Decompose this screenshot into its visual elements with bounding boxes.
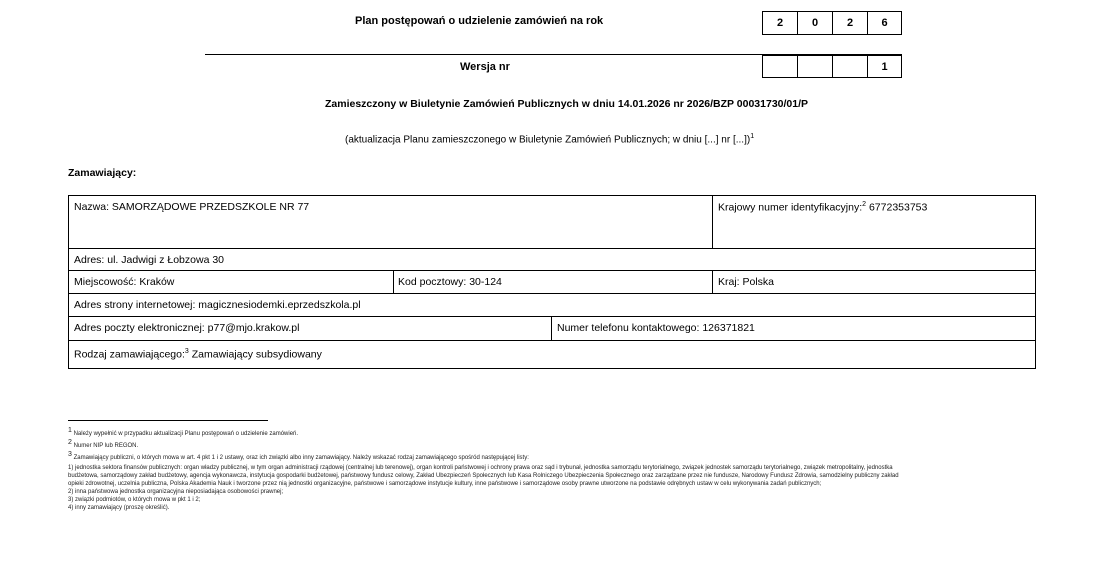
footnote: $^1$ Należy wypełnić w przypadku aktualizacji Planu postępowań o udzielenie zamówień. (68, 427, 299, 437)
row-contact (68, 316, 1036, 341)
id-field: Krajowy numer identyfikacyjny:$^2$ 6772353753 (718, 201, 928, 214)
row-type (68, 340, 1036, 369)
version-digit (832, 55, 868, 78)
footnote: $^3$ Zamawiający publiczni, o których mowa w art. 4 pkt 1 i 2 ustawy, oraz ich związki albo inny zamawiający. Należy wskazać rodzaj zamawiającego spośród następującej listy: (68, 451, 529, 461)
year-digit: 0 (797, 11, 833, 35)
update-note: (aktualizacja Planu zamieszczonego w Biuletynie Zamówień Publicznych; w dniu [...] nr [...])$^1$ (345, 133, 755, 146)
postal-field: Kod pocztowy: 30-124 (398, 276, 502, 288)
plan-title: Plan postępowań o udzielenie zamówień na rok (355, 15, 604, 27)
city-field: Miejscowość: Kraków (74, 276, 175, 288)
version-digit (797, 55, 833, 78)
list-item: 3) związki podmiotów, o których mowa w pkt 1 i 2; (68, 497, 201, 503)
list-item: 4) inny zamawiający (proszę określić). (68, 505, 170, 511)
address-field: Adres: ul. Jadwigi z Łobzowa 30 (74, 254, 224, 266)
year-digit: 2 (762, 11, 798, 35)
list-item: 2) inna państwowa jednostka organizacyjna nieposiadająca osobowości prawnej; (68, 489, 284, 495)
footnote-divider (68, 420, 268, 421)
list-item: opieki zdrowotnej, uczelnia publiczna, Polska Akademia Nauk i tworzone przez nią jednostki organizacyjne, państwowe i samorządowe instytucje kultury, inne państwowe i samorządowe osoby prawne utworzone na podstawie odrębnych ustaw w celu wykonywania zadań publicznych; (68, 481, 822, 487)
version-digit: 1 (867, 55, 902, 78)
version-digit (762, 55, 798, 78)
version-label: Wersja nr (460, 61, 510, 73)
row-website (68, 293, 1036, 317)
row-name (68, 195, 1036, 249)
phone-field: Numer telefonu kontaktowego: 126371821 (557, 322, 755, 334)
footnote: $^2$ Numer NIP lub REGON. (68, 439, 139, 449)
year-digit: 6 (867, 11, 902, 35)
website-field: Adres strony internetowej: magicznesiodemki.eprzedszkola.pl (74, 299, 361, 311)
email-field: Adres poczty elektronicznej: p77@mjo.krakow.pl (74, 322, 300, 334)
row-address (68, 248, 1036, 271)
type-field: Rodzaj zamawiającego:$^3$ Zamawiający subsydiowany (74, 348, 322, 361)
list-item: 1) jednostka sektora finansów publicznych: organ władzy publicznej, w tym organ administracji rządowej (centralnej lub terenowej), organ kontroli państwowej i ochrony prawa oraz sąd i trybunał, jednostka samorządu terytorialnego, związek jednostek samorządu terytorialnego, związek metropolitalny, jednostka (68, 465, 893, 471)
country-field: Kraj: Polska (718, 276, 775, 288)
name-field: Nazwa: SAMORZĄDOWE PRZEDSZKOLE NR 77 (74, 201, 310, 213)
list-item: budżetowa, samorządowy zakład budżetowy, agencja wykonawcza, instytucja gospodarki budżetowej, państwowy fundusz celowy, Zakład Ubezpieczeń Społecznych lub Kasa Rolniczego Ubezpieczenia Społecznego oraz zarządzane przez nie fundusze, Narodowy Fundusz Zdrowia, samodzielny publiczny zakład (68, 473, 899, 479)
year-digit: 2 (832, 11, 868, 35)
row-city (68, 270, 1036, 294)
section-label: Zamawiający: (68, 167, 137, 179)
published-info: Zamieszczony w Biuletynie Zamówień Publicznych w dniu 14.01.2026 nr 2026/BZP 00031730/01/P (325, 98, 809, 110)
